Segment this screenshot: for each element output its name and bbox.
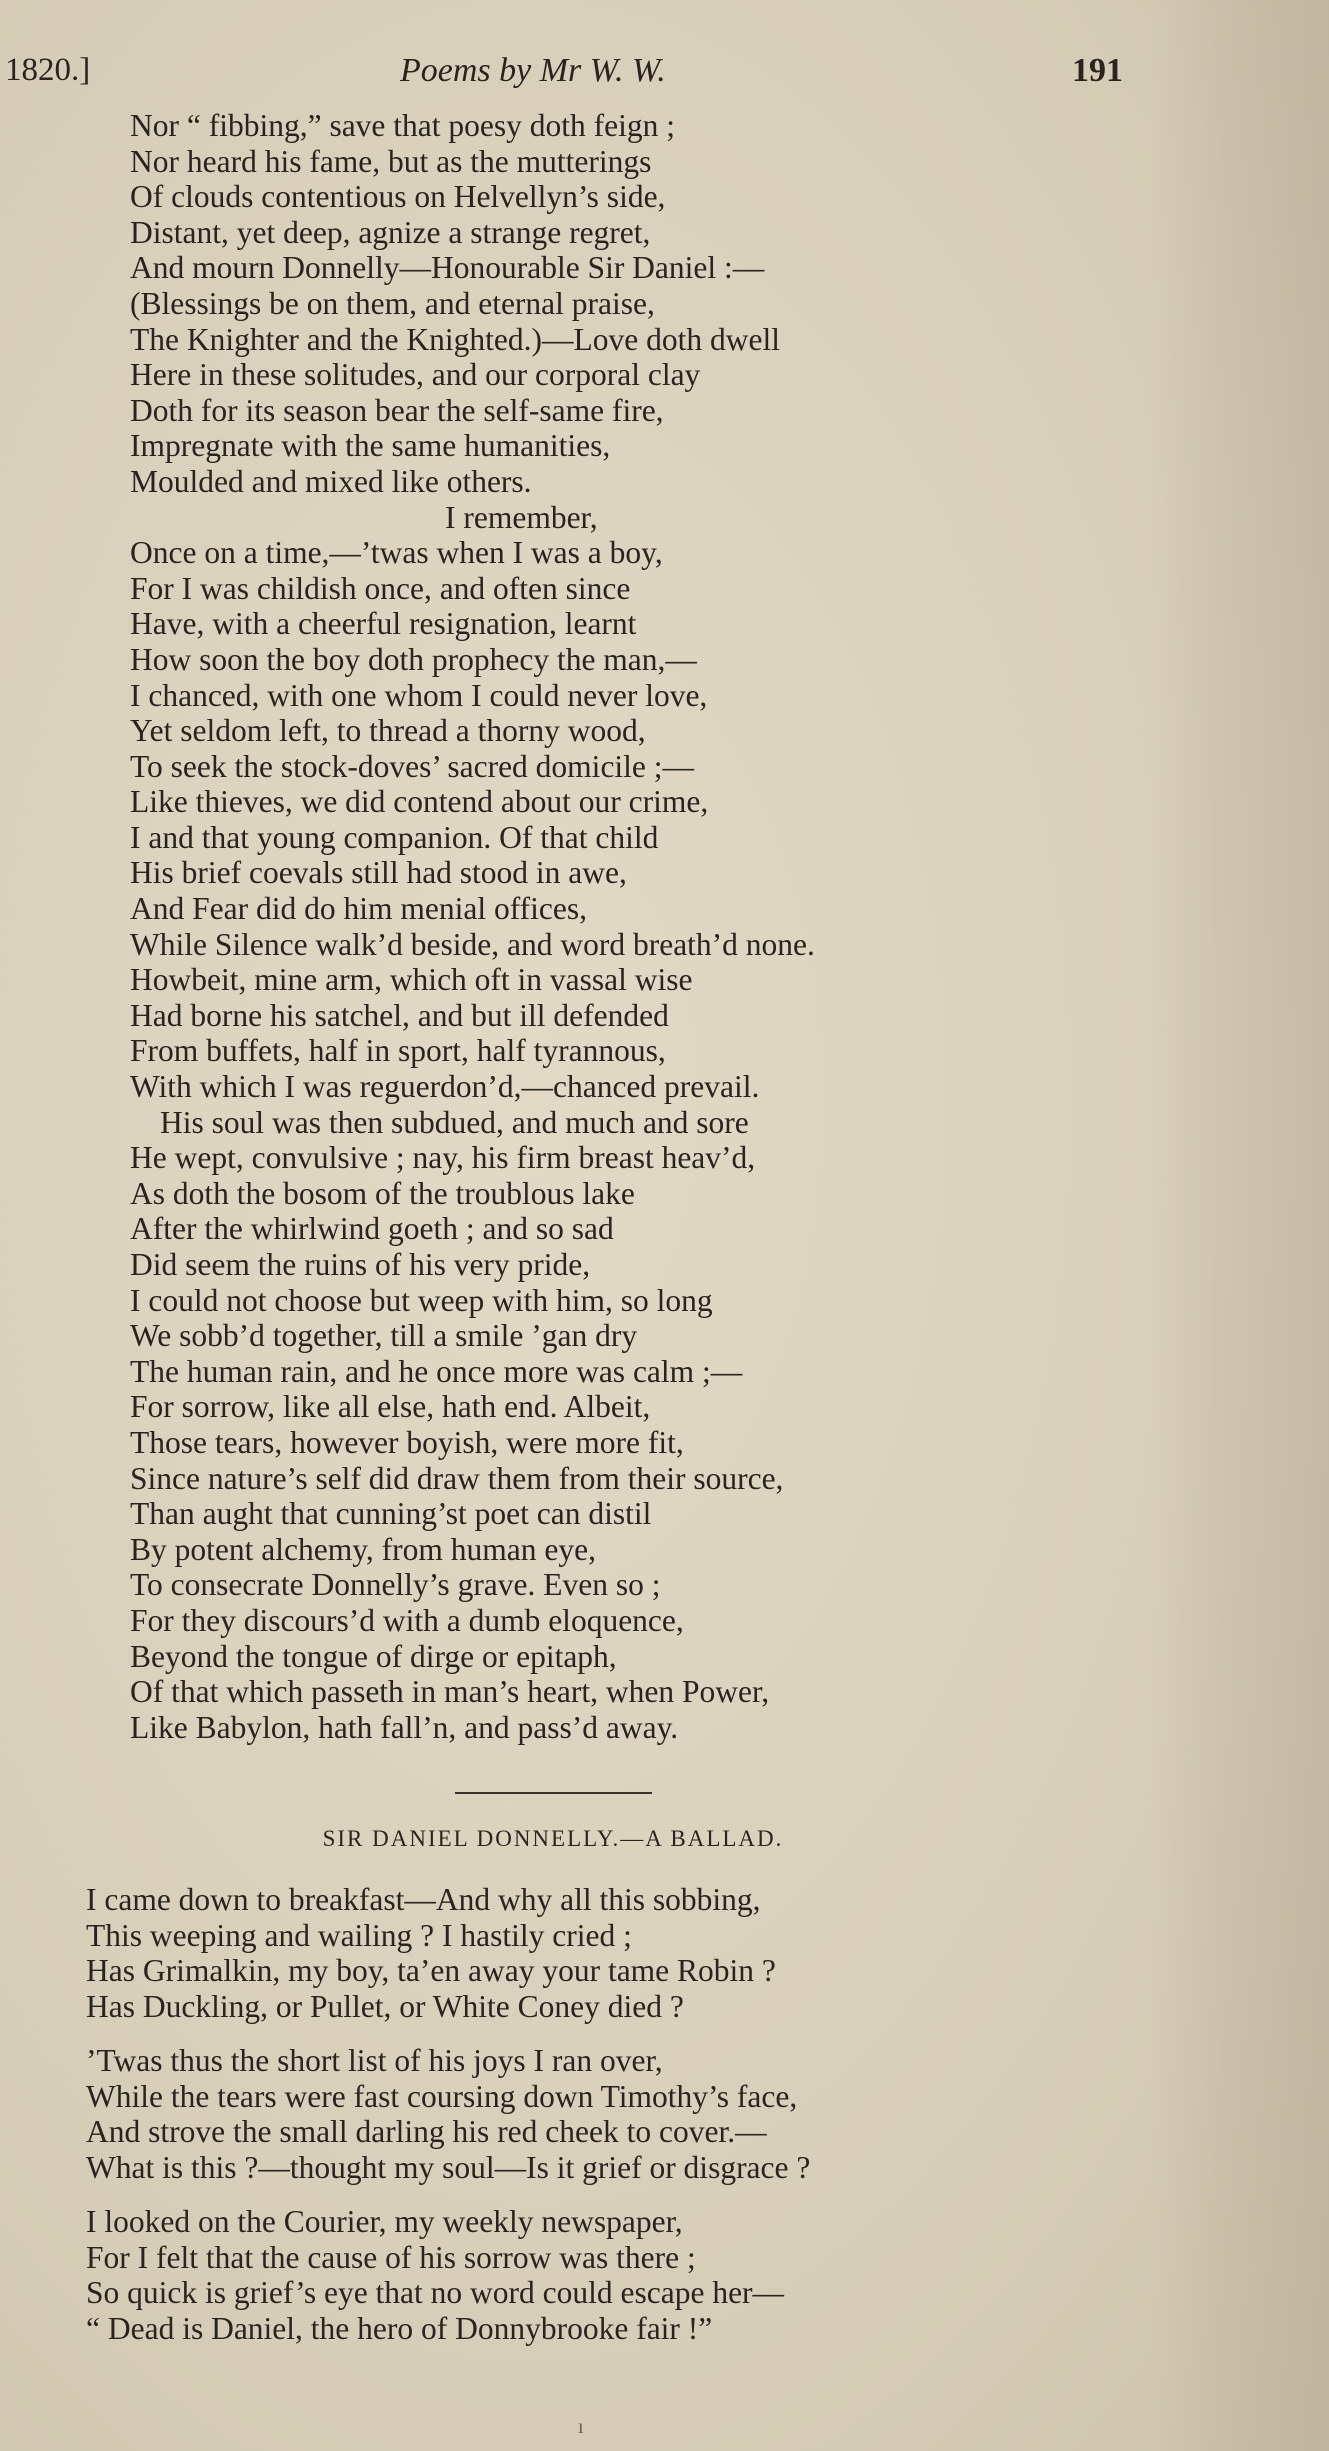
ballad-line: I came down to breakfast—And why all this sobbing, [86,1882,761,1917]
ballad-title: SIR DANIEL DONNELLY.—A BALLAD. [322,1826,784,1851]
ballad-line: This weeping and wailing ? I hastily cried ; [86,1917,632,1953]
running-header [0,52,1329,102]
poem-line: For they discours’d with a dumb eloquence, [130,1602,684,1638]
poem-line: I remember, [445,499,598,535]
poem-line: To consecrate Donnelly’s grave. Even so ; [130,1567,661,1603]
poem-line: Yet seldom left, to thread a thorny wood, [130,713,646,749]
poem-line: And Fear did do him menial offices, [130,891,587,927]
poem-line: For sorrow, like all else, hath end. Albeit, [130,1389,651,1425]
poem-line: As doth the bosom of the troublous lake [130,1175,635,1211]
ballad-line: What is this ?—thought my soul—Is it grief or disgrace ? [86,2149,811,2185]
page-number: 191 [1072,52,1123,89]
poem-line: For I was childish once, and often since [130,570,631,606]
ballad-stanza [86,1882,1136,2024]
ballad-stanza [86,2204,1136,2346]
section-divider [455,1792,652,1794]
header-title: Poems by Mr W. W. [400,52,666,89]
poem-line: The Knighter and the Knighted.)—Love doth dwell [130,321,780,357]
poem-line: By potent alchemy, from human eye, [130,1531,596,1567]
poem-line: Once on a time,—’twas when I was a boy, [130,535,663,571]
poem-line: The human rain, and he once more was calm ;— [130,1353,743,1389]
poem-line: Have, with a cheerful resignation, learnt [130,606,637,642]
ballad-line: Has Grimalkin, my boy, ta’en away your tame Robin ? [86,1953,776,1988]
blank-verse-poem [130,108,1130,1745]
poem-line: Like thieves, we did contend about our crime, [130,784,709,820]
poem-line: Had borne his satchel, and but ill defended [130,997,669,1033]
header-year: 1820.] [5,52,91,88]
poem-line: Did seem the ruins of his very pride, [130,1247,591,1282]
poem-line: We sobb’d together, till a smile ’gan dry [130,1318,638,1354]
ballad-line: Has Duckling, or Pullet, or White Coney died ? [86,1988,684,2024]
poem-line: And mourn Donnelly—Honourable Sir Daniel :— [130,250,765,286]
page-footer-mark: ı [578,2416,584,2438]
poem-line: Distant, yet deep, agnize a strange regret, [130,214,651,250]
poem-line: He wept, convulsive ; nay, his firm breast heav’d, [130,1140,756,1176]
ballad-line: “ Dead is Daniel, the hero of Donnybrooke fair !” [86,2310,713,2346]
ballad-line: So quick is grief’s eye that no word could escape her— [86,2275,785,2310]
poem-line: From buffets, half in sport, half tyrannous, [130,1033,666,1069]
poem-line: I could not choose but weep with him, so long [130,1282,713,1318]
poem-line: Since nature’s self did draw them from their source, [130,1460,784,1496]
poem-line: After the whirlwind goeth ; and so sad [130,1211,614,1247]
poem-line: Of that which passeth in man’s heart, when Power, [130,1674,770,1710]
ballad-line: For I felt that the cause of his sorrow was there ; [86,2239,696,2275]
poem-line: Here in these solitudes, and our corporal clay [130,357,701,393]
poem-line: Nor “ fibbing,” save that poesy doth feign ; [130,108,675,143]
ballad-line: While the tears were fast coursing down Timothy’s face, [86,2078,798,2114]
poem-line: Of clouds contentious on Helvellyn’s side, [130,179,666,215]
poem-line: Impregnate with the same humanities, [130,428,611,464]
ballad-line: ’Twas thus the short list of his joys I ran over, [86,2043,663,2078]
poem-line: To seek the stock-doves’ sacred domicile ;— [130,748,695,784]
poem-line: His brief coevals still had stood in awe, [130,855,627,891]
poem-line: Nor heard his fame, but as the mutterings [130,143,652,179]
poem-line: Howbeit, mine arm, which oft in vassal wise [130,962,693,998]
poem-line: With which I was reguerdon’d,—chanced prevail. [130,1069,760,1105]
ballad-poem [86,1882,1136,2365]
poem-line: Moulded and mixed like others. [130,463,532,499]
poem-line: How soon the boy doth prophecy the man,— [130,641,697,677]
poem-line: Beyond the tongue of dirge or epitaph, [130,1638,617,1674]
poem-line: Like Babylon, hath fall’n, and pass’d away. [130,1709,679,1745]
ballad-stanza [86,2043,1136,2185]
poem-line: Those tears, however boyish, were more fit, [130,1424,684,1460]
ballad-line: And strove the small darling his red cheek to cover.— [86,2114,767,2149]
bleed-through-shadow [1150,0,1329,2451]
ballad-line: I looked on the Courier, my weekly newspaper, [86,2204,683,2239]
poem-line: I chanced, with one whom I could never love, [130,677,708,713]
poem-line: Than aught that cunning’st poet can distil [130,1496,652,1532]
poem-line: His soul was then subdued, and much and sore [160,1104,749,1140]
poem-line: While Silence walk’d beside, and word breath’d none. [130,926,815,962]
poem-line: Doth for its season bear the self-same fire, [130,392,664,428]
poem-line: I and that young companion. Of that child [130,819,659,855]
poem-line: (Blessings be on them, and eternal praise, [130,285,655,321]
